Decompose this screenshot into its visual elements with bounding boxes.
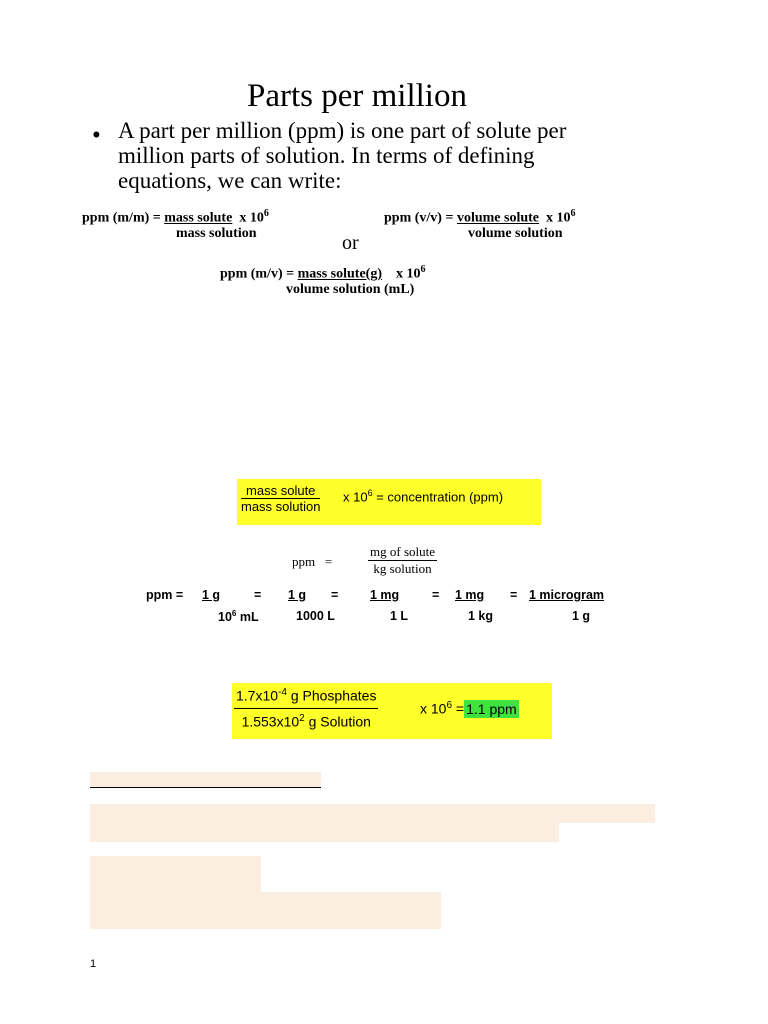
eq-mm-mult: x 10: [239, 210, 264, 226]
heading-underline: [90, 787, 321, 788]
eq-vv: [384, 208, 576, 227]
calc-num-5: 1 microgram: [529, 588, 605, 602]
calc-den-1-exp: 6: [231, 609, 237, 618]
box2-mult: x 10: [420, 700, 447, 717]
eq-vv-denominator: volume solution: [468, 226, 563, 241]
box2-result: 1.1 ppm: [466, 700, 517, 717]
calc-eq-4: =: [510, 588, 518, 602]
eq-mm: [82, 208, 269, 227]
box2-numerator: [234, 687, 378, 709]
eq-mv-mult: x 10: [395, 266, 421, 282]
calc-den-1: [218, 609, 259, 624]
box1-exp: 6: [367, 488, 373, 498]
eq-vv-lhs: ppm (v/v) =: [384, 210, 454, 226]
calc-den-1-unit: mL: [239, 610, 259, 625]
calc-eq-2: =: [331, 588, 339, 602]
eq-mg-denominator: kg solution: [373, 561, 432, 576]
redacted-line-1: [90, 804, 655, 823]
eq-vv-numerator: volume solute: [456, 210, 539, 226]
box2-fraction: [234, 687, 378, 729]
eq-mg-numerator: mg of solute: [370, 544, 435, 559]
eq-mg-ppm: ppm: [292, 554, 316, 569]
eq-vv-mult: x 10: [546, 210, 571, 226]
box1-denominator: mass solution: [241, 499, 321, 514]
box2-equals: =: [455, 700, 465, 717]
calc-eq-3: =: [432, 588, 440, 602]
eq-mg-equals: =: [324, 554, 333, 569]
eq-mm-exp: 6: [263, 208, 269, 219]
calc-den-2: 1000 L: [296, 609, 335, 623]
eq-vv-exp: 6: [570, 208, 576, 219]
concentration-box: [237, 479, 541, 525]
eq-mv-lhs: ppm (m/v) =: [220, 266, 295, 282]
box2-den-base: 1.553x10: [241, 713, 300, 730]
box1-rhs: [343, 488, 503, 504]
box2-den-exp: 2: [299, 712, 305, 724]
calc-den-1-base: 10: [218, 610, 232, 625]
box2-rhs: [420, 700, 519, 717]
box2-denominator: [234, 709, 378, 730]
calc-num-2: 1 g: [288, 588, 307, 602]
eq-mv-exp: 6: [420, 264, 426, 275]
redacted-heading: [90, 772, 321, 787]
eq-mv-denominator: volume solution (mL): [286, 282, 415, 297]
redacted-line-4: [90, 892, 441, 929]
calc-num-4: 1 mg: [455, 588, 485, 602]
page-number: 1: [90, 958, 97, 970]
eq-mg-fraction: [368, 544, 437, 577]
box1-numerator: mass solute: [241, 483, 320, 499]
phosphate-box: [232, 683, 552, 739]
box2-den-unit: g Solution: [308, 713, 371, 730]
eq-mm-numerator: mass solute: [164, 210, 233, 226]
calc-num-3: 1 mg: [370, 588, 400, 602]
box1-mult: x 10: [343, 489, 368, 505]
calc-den-4: 1 kg: [468, 609, 494, 623]
or-text: or: [342, 232, 359, 254]
calc-eq-1: =: [254, 588, 262, 602]
box2-num-unit: g Phosphates: [290, 687, 377, 704]
bullet-marker: •: [92, 122, 101, 149]
eq-mm-lhs: ppm (m/m) =: [82, 210, 161, 226]
box1-fraction: [241, 483, 320, 514]
calc-num-1: 1 g: [202, 588, 221, 602]
box2-exp: 6: [446, 700, 453, 711]
box1-result: = concentration (ppm): [376, 489, 504, 505]
bullet-text: A part per million (ppm) is one part of solute per million parts of solution. In terms of defining equations, we can write:: [118, 118, 567, 193]
calc-den-5: 1 g: [572, 609, 591, 623]
redacted-line-3: [90, 856, 261, 892]
calc-den-3: 1 L: [390, 609, 409, 623]
eq-mg-lhs: [292, 554, 332, 570]
box2-num-exp: -4: [278, 687, 287, 698]
box2-num-base: 1.7x10: [236, 687, 279, 704]
eq-mv-numerator: mass solute(g): [297, 266, 382, 282]
eq-mv: [220, 264, 425, 283]
calc-lhs: ppm =: [146, 588, 184, 602]
eq-mm-denominator: mass solution: [176, 226, 257, 241]
redacted-line-2: [90, 823, 559, 842]
slide-title: Parts per million: [247, 78, 467, 114]
